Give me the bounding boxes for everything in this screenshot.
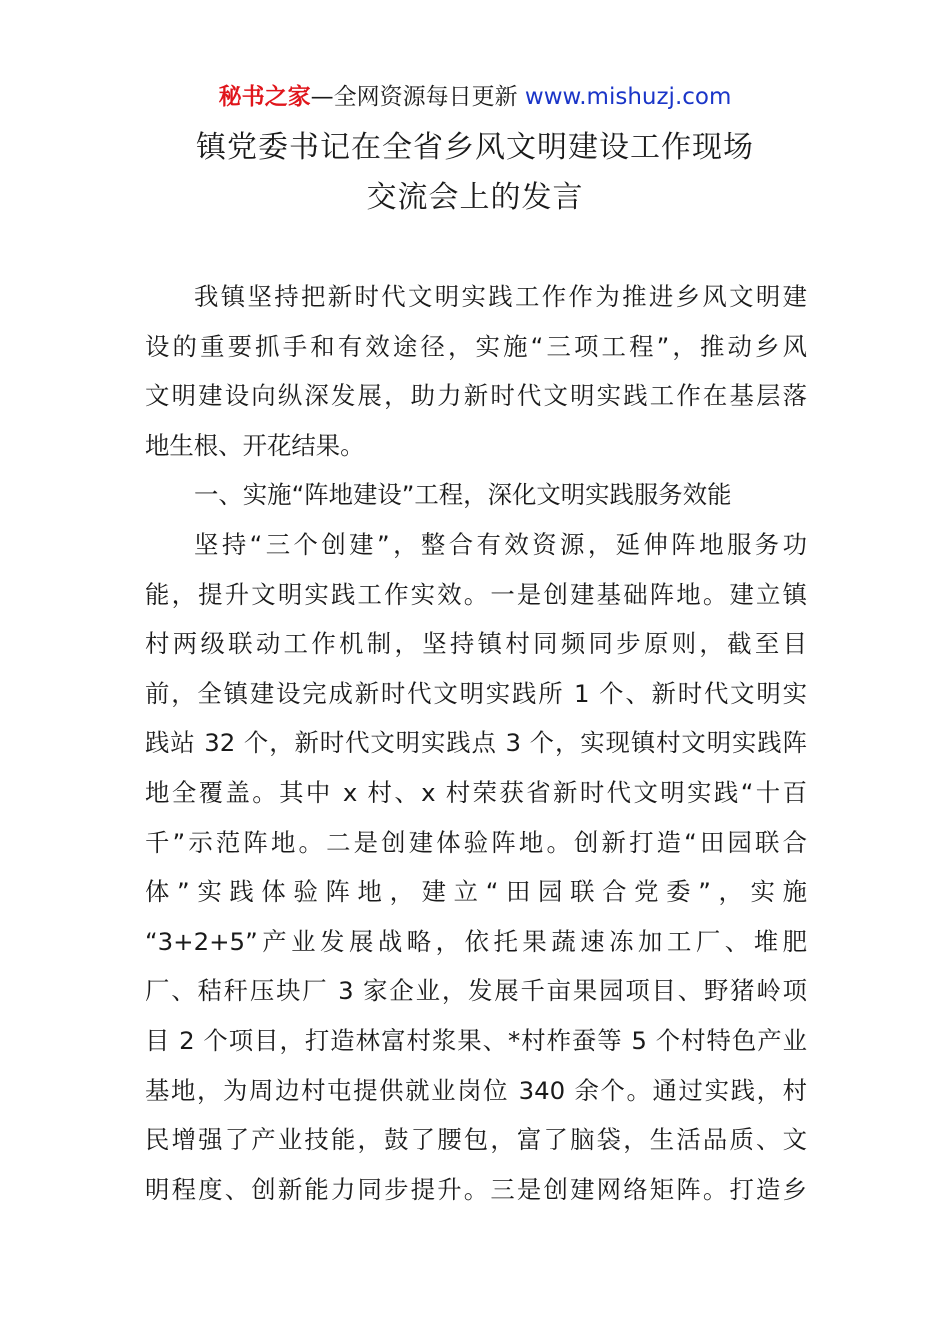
document-title-line-1: 镇党委书记在全省乡风文明建设工作现场	[196, 130, 754, 165]
body-line: 文明建设向纵深发展，助力新时代文明实践工作在基层落	[145, 381, 807, 411]
header-tagline: —全网资源每日更新	[310, 84, 518, 110]
body-line: 能，提升文明实践工作实效。一是创建基础阵地。建立镇	[145, 579, 807, 609]
body-line: 地全覆盖。其中 x 村、x 村荣获省新时代文明实践“十百	[145, 777, 807, 807]
body-line: 厂、秸秆压块厂 3 家企业，发展千亩果园项目、野猪岭项	[145, 976, 807, 1006]
body-line: 明程度、创新能力同步提升。三是创建网络矩阵。打造乡	[145, 1174, 807, 1204]
body-line: 千”示范阵地。二是创建体验阵地。创新打造“田园联合	[145, 827, 807, 857]
document-title-line-2: 交流会上的发言	[366, 180, 584, 215]
site-url-link[interactable]: www.mishuzj.com	[524, 84, 732, 110]
body-line: 基地，为周边村屯提供就业岗位 340 余个。通过实践，村	[145, 1075, 807, 1105]
body-line: 地生根、开花结果。	[145, 430, 365, 460]
body-line: 目 2 个项目，打造林富村浆果、*村柞蚕等 5 个村特色产业	[145, 1025, 807, 1055]
body-line: “3+2+5”产业发展战略，依托果蔬速冻加工厂、堆肥	[145, 926, 807, 956]
body-line: 体”实践体验阵地，建立“田园联合党委”，实施	[145, 877, 807, 907]
document-body	[145, 272, 807, 1214]
body-line: 民增强了产业技能，鼓了腰包，富了脑袋，生活品质、文	[145, 1125, 807, 1155]
body-line: 践站 32 个，新时代文明实践点 3 个，实现镇村文明实践阵	[145, 728, 807, 758]
body-line: 前，全镇建设完成新时代文明实践所 1 个、新时代文明实	[145, 678, 807, 708]
body-line: 我镇坚持把新时代文明实践工作作为推进乡风文明建	[194, 282, 807, 311]
brand-name: 秘书之家	[218, 84, 311, 110]
body-line: 坚持“三个创建”，整合有效资源，延伸阵地服务功	[194, 529, 807, 559]
body-line: 村两级联动工作机制，坚持镇村同频同步原则，截至目	[145, 629, 807, 659]
body-line: 设的重要抓手和有效途径，实施“三项工程”，推动乡风	[145, 331, 807, 361]
site-header	[0, 82, 950, 112]
section-heading: 一、实施“阵地建设”工程，深化文明实践服务效能	[194, 480, 732, 510]
